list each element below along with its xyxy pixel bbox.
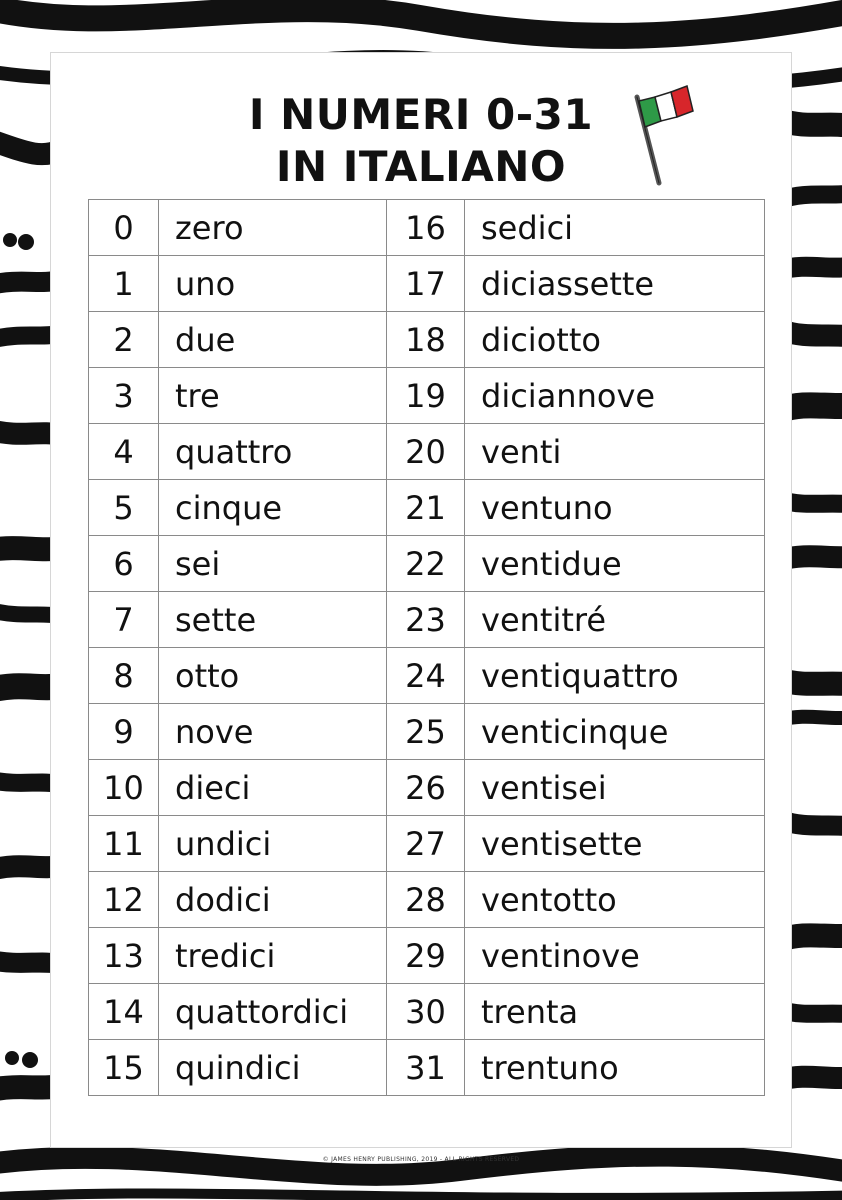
number-row [89,760,765,816]
number-row [89,312,765,368]
number-row [89,480,765,536]
right-number-cell: 31 [387,1040,465,1096]
title-line-2: IN ITALIANO [275,142,567,191]
left-word-cell: tredici [159,928,387,984]
number-row [89,704,765,760]
left-number-cell: 7 [89,592,159,648]
left-word-cell: quattro [159,424,387,480]
right-number-cell: 23 [387,592,465,648]
left-number-cell: 13 [89,928,159,984]
italian-flag-icon [629,67,699,187]
right-number-cell: 17 [387,256,465,312]
number-row [89,424,765,480]
numbers-table [88,199,765,1096]
left-word-cell: tre [159,368,387,424]
number-chart-sheet [50,52,792,1163]
left-number-cell: 10 [89,760,159,816]
right-word-cell: diciannove [465,368,765,424]
right-word-cell: sedici [465,200,765,256]
left-number-cell: 6 [89,536,159,592]
right-number-cell: 26 [387,760,465,816]
right-number-cell: 25 [387,704,465,760]
left-word-cell: quindici [159,1040,387,1096]
left-number-cell: 2 [89,312,159,368]
right-number-cell: 20 [387,424,465,480]
left-number-cell: 15 [89,1040,159,1096]
left-number-cell: 14 [89,984,159,1040]
left-number-cell: 8 [89,648,159,704]
right-number-cell: 28 [387,872,465,928]
left-number-cell: 12 [89,872,159,928]
right-word-cell: ventidue [465,536,765,592]
right-word-cell: ventisette [465,816,765,872]
right-word-cell: ventisei [465,760,765,816]
left-word-cell: due [159,312,387,368]
left-number-cell: 11 [89,816,159,872]
right-number-cell: 19 [387,368,465,424]
left-number-cell: 5 [89,480,159,536]
left-number-cell: 0 [89,200,159,256]
right-word-cell: venticinque [465,704,765,760]
left-word-cell: dieci [159,760,387,816]
left-word-cell: nove [159,704,387,760]
right-word-cell: trenta [465,984,765,1040]
right-word-cell: trentuno [465,1040,765,1096]
right-word-cell: ventuno [465,480,765,536]
copyright-footer: © JAMES HENRY PUBLISHING, 2019 - ALL RIGHTS RESERVED [322,1156,520,1163]
left-word-cell: sei [159,536,387,592]
left-word-cell: quattordici [159,984,387,1040]
right-word-cell: diciotto [465,312,765,368]
right-number-cell: 21 [387,480,465,536]
left-number-cell: 9 [89,704,159,760]
number-row [89,816,765,872]
number-row [89,872,765,928]
left-number-cell: 3 [89,368,159,424]
right-word-cell: ventotto [465,872,765,928]
left-word-cell: sette [159,592,387,648]
number-row [89,984,765,1040]
right-number-cell: 18 [387,312,465,368]
left-word-cell: cinque [159,480,387,536]
right-number-cell: 30 [387,984,465,1040]
number-row [89,200,765,256]
number-row [89,1040,765,1096]
left-word-cell: zero [159,200,387,256]
right-word-cell: venti [465,424,765,480]
left-number-cell: 1 [89,256,159,312]
right-word-cell: ventiquattro [465,648,765,704]
right-number-cell: 22 [387,536,465,592]
right-word-cell: ventinove [465,928,765,984]
number-row [89,536,765,592]
right-number-cell: 16 [387,200,465,256]
number-row [89,648,765,704]
right-word-cell: diciassette [465,256,765,312]
left-word-cell: undici [159,816,387,872]
left-number-cell: 4 [89,424,159,480]
number-row [89,592,765,648]
number-row [89,256,765,312]
left-word-cell: uno [159,256,387,312]
right-number-cell: 29 [387,928,465,984]
right-number-cell: 27 [387,816,465,872]
left-word-cell: otto [159,648,387,704]
right-word-cell: ventitré [465,592,765,648]
left-word-cell: dodici [159,872,387,928]
title-line-1: I NUMERI 0-31 [248,90,594,139]
number-row [89,928,765,984]
number-row [89,368,765,424]
right-number-cell: 24 [387,648,465,704]
